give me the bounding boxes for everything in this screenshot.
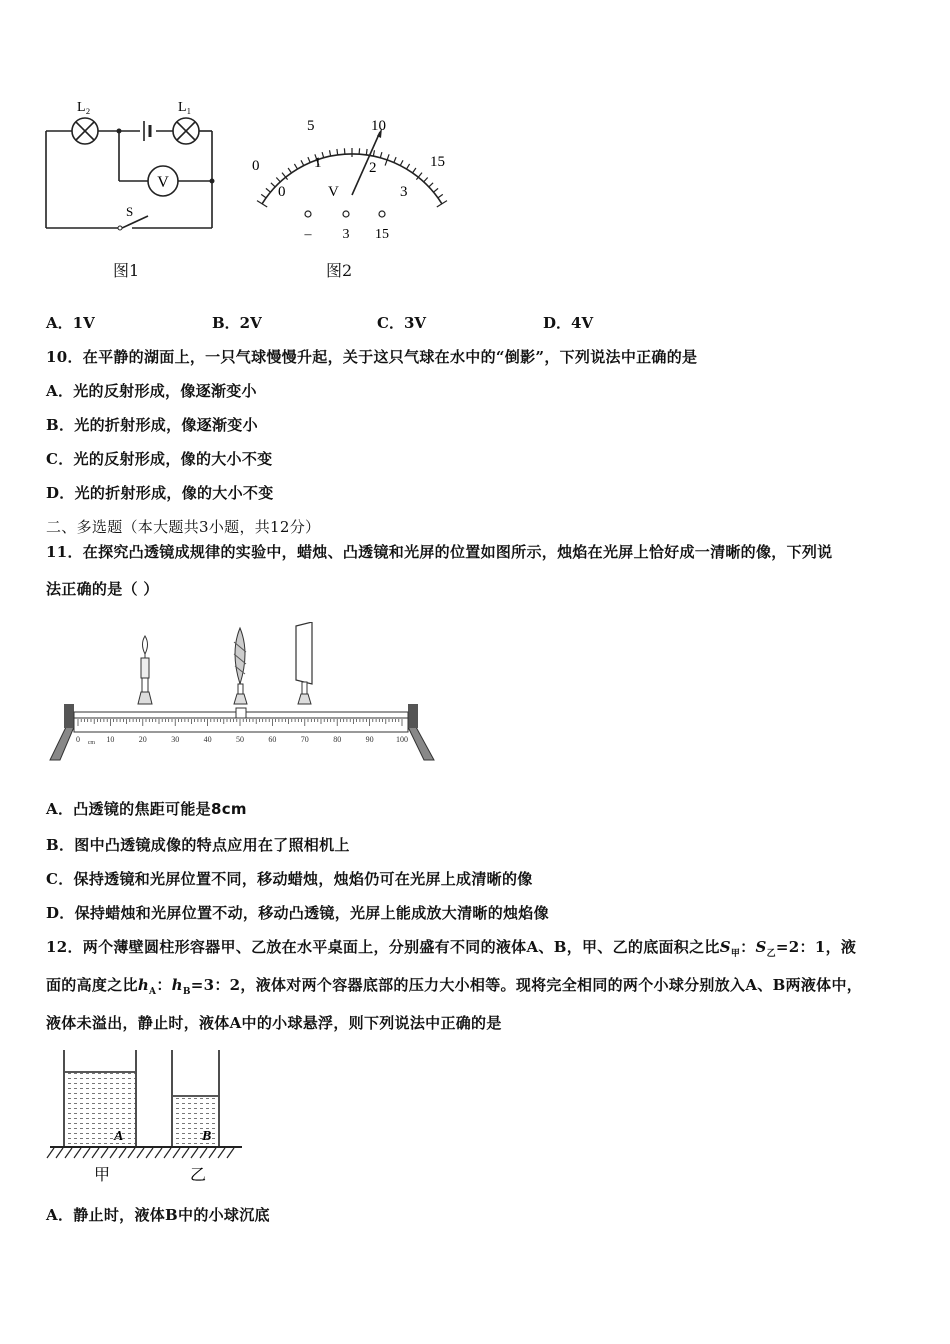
dial-tick [322,152,324,158]
terminal-label-15: 15 [375,227,389,242]
fig2-caption: 图2 [326,261,353,280]
ground-hatch-line [218,1148,225,1158]
q11-option-a [46,798,247,819]
ground-hatch-line [191,1148,198,1158]
q9-option-c: C．3V [377,314,427,332]
light-screen-icon [296,622,312,704]
q10-option-d: D．光的折射形成，像的大小不变 [46,484,274,502]
voltmeter-symbol: V [157,174,169,191]
dial-tick [429,183,433,187]
containers-diagram [44,1046,249,1186]
ruler-label: 90 [365,735,374,744]
ruler-label: 80 [333,735,342,744]
q12-height-sub-2: B [182,987,191,997]
q10-stem: 10．在平静的湖面上，一只气球慢慢升起，关于这只气球在水中的“倒影”，下列说法中正确的是 [46,348,698,366]
ground-hatch-line [92,1148,99,1158]
terminal-negative [305,211,311,217]
lamp-l1-icon [173,118,199,144]
voltmeter-dial [240,110,465,245]
q12-option-a: A．静止时，液体B中的小球沉底 [46,1206,270,1224]
terminal-label-negative: – [304,227,312,242]
q12-stem-line2 [46,974,862,997]
q10-option-b: B．光的折射形成，像逐渐变小 [46,416,258,434]
q11-option-b: B．图中凸透镜成像的特点应用在了照相机上 [46,836,350,854]
ruler-label: 60 [268,735,277,744]
ground-hatch-line [83,1148,90,1158]
dial-unit: V [328,184,339,200]
dial-top-5: 5 [307,118,315,134]
ground-hatch-line [173,1148,180,1158]
terminal-15 [379,211,385,217]
ground-hatch-line [200,1148,207,1158]
ruler-label: cm [87,740,96,746]
dial-tick [394,157,396,163]
section-2-heading: 二、多选题（本大题共3小题，共12分） [46,518,321,536]
q9-option-d: D．4V [543,314,594,332]
q11-option-c: C．保持透镜和光屏位置不同，移动蜡烛，烛焰仍可在光屏上成清晰的像 [46,870,533,888]
ruler-label: 10 [106,735,115,744]
ruler-label: 50 [236,735,244,744]
q12-area-symbol-1: S [719,938,731,956]
q11-option-a-prefix: A．凸透镜的焦距可能是 [46,800,211,818]
q12-line2-text: 面的高度之比 [46,976,138,994]
ruler-label: 70 [300,735,309,744]
terminal-label-3: 3 [342,227,350,242]
dial-bottom-1: 1 [314,155,322,171]
q9-option-b: B．2V [212,314,262,332]
lamp-l2-icon [72,118,98,144]
q12-stem-line1 [46,936,856,959]
convex-lens-icon [234,628,247,718]
ground-hatch-line [227,1148,234,1158]
ground-hatch-line [110,1148,117,1158]
dial-top-15: 15 [430,154,445,170]
q9-option-a: A．1V [46,314,95,332]
ground-hatch-line [47,1148,54,1158]
q12-line1-text: 12．两个薄壁圆柱形容器甲、乙放在水平桌面上，分别盛有不同的液体A、B，甲、乙的底面积之比 [46,938,720,956]
dial-tick [294,164,297,169]
dial-tick [359,148,360,154]
q12-area-sub-1: 甲 [730,949,741,959]
dial-bottom-0: 0 [278,184,286,200]
dial-tick [276,178,280,182]
lamp-l1-label: L₁ [178,100,192,115]
q11-stem-line2: 法正确的是（ ） [46,580,159,598]
dial-tick [271,183,275,187]
dial-tick [380,152,382,158]
ground-hatch-line [164,1148,171,1158]
ruler-label: 0 [76,735,80,744]
dial-top-0: 0 [252,158,260,174]
ruler-label: 100 [396,735,408,744]
circuit-diagram [40,95,225,240]
dial-tick [288,168,291,173]
ground-hatch-line [56,1148,63,1158]
q10-option-a: A．光的反射形成，像逐渐变小 [46,382,257,400]
dial-tick [301,160,304,165]
q12-area-symbol-2: S [755,938,767,956]
liquid-a-label: A [114,1129,124,1144]
container-jia [64,1050,136,1147]
ruler-label: 40 [203,735,212,744]
ground-hatch-line [74,1148,81,1158]
q11-stem-line1: 11．在探究凸透镜成规律的实验中，蜡烛、凸透镜和光屏的位置如图所示，烛焰在光屏上恰好成一清晰的像，下列说 [46,543,833,561]
dial-bottom-3: 3 [400,184,408,200]
q11-option-a-value: 8cm [210,800,247,818]
dial-tick [266,188,271,192]
container-yi [172,1050,219,1147]
q12-colon-1: ： [740,938,756,956]
container-yi-label: 乙 [190,1167,207,1184]
dial-bottom-2: 2 [369,160,377,176]
q10-option-c: C．光的反射形成，像的大小不变 [46,450,273,468]
ground-hatch-line [155,1148,162,1158]
ruler-label: 30 [171,735,180,744]
lamp-l2-label: L₂ [77,100,91,115]
fig1-caption: 图1 [113,261,140,280]
dial-tick [424,178,428,182]
terminal-3 [343,211,349,217]
ground-hatch-line [119,1148,126,1158]
q12-height-symbol-1: h [137,976,150,994]
q12-area-sub-2: 乙 [766,949,776,959]
ground-hatch-line [209,1148,216,1158]
dial-tick [400,160,403,165]
ruler-label: 20 [138,735,147,744]
q12-colon-2: ： [156,976,172,994]
ground-hatch-line [65,1148,72,1158]
q12-height-symbol-2: h [171,976,183,994]
dial-tick [261,194,266,198]
ground-hatch-line [182,1148,189,1158]
q12-line2-rest: =3：2，液体对两个容器底部的压力大小相等。现将完全相同的两个小球分别放入A、B两液体中， [190,976,863,994]
dial-tick [434,188,439,192]
q11-option-d: D．保持蜡烛和光屏位置不动，移动凸透镜，光屏上能成放大清晰的烛焰像 [46,904,549,922]
liquid-b-label: B [202,1129,212,1144]
dial-tick [344,148,345,154]
dial-top-10: 10 [371,118,386,134]
dial-tick [308,157,310,163]
switch-label: S [126,204,134,219]
candle-icon [138,636,152,704]
q12-line1-ratio: =2：1，液 [775,938,857,956]
ground-hatch-line [146,1148,153,1158]
optical-bench-diagram [44,622,439,767]
ground-hatch-line [101,1148,108,1158]
container-jia-label: 甲 [94,1167,111,1184]
dial-tick [413,168,416,173]
ground-hatch-line [128,1148,135,1158]
dial-tick [407,164,410,169]
q12-height-sub-1: A [149,987,157,997]
q12-stem-line3: 液体未溢出，静止时，液体A中的小球悬浮，则下列说法中正确的是 [46,1014,502,1032]
dial-tick [438,194,443,198]
ground-hatch-line [137,1148,144,1158]
